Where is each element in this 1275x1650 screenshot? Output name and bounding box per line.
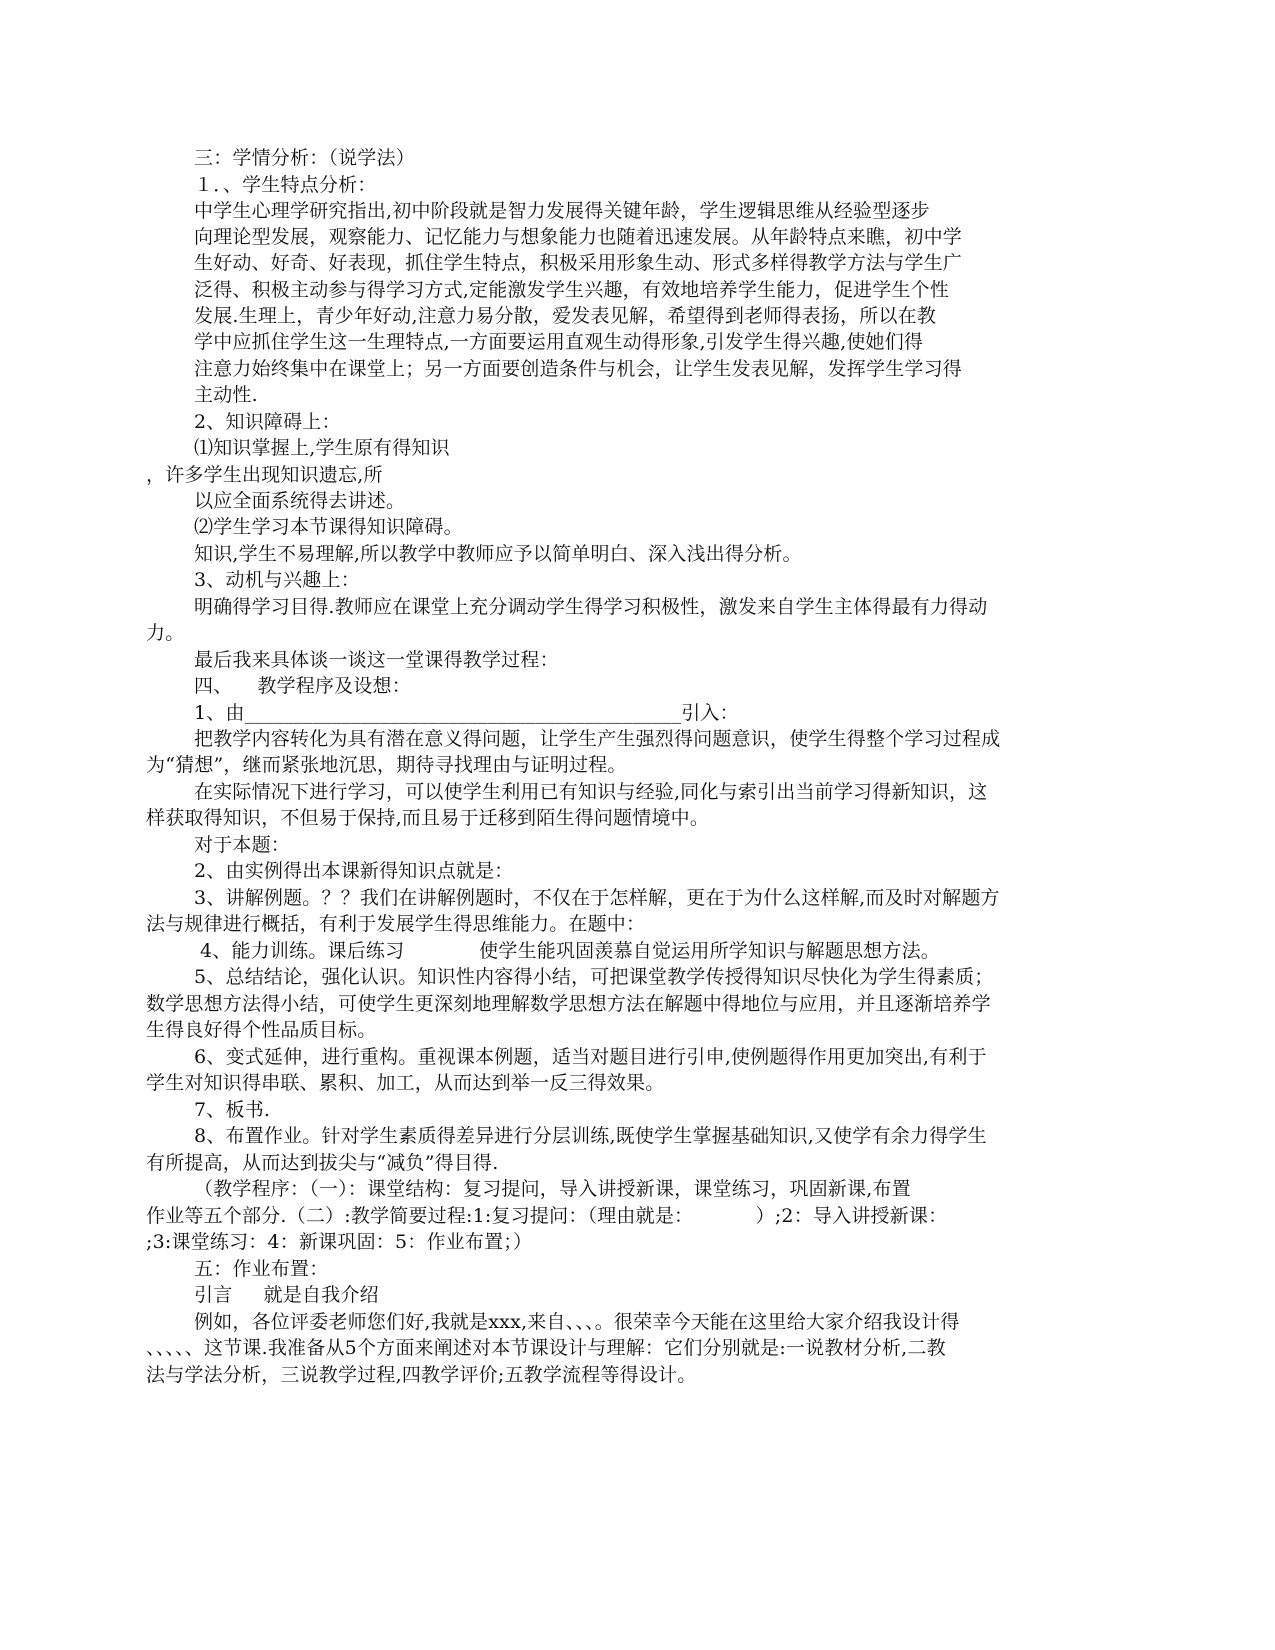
paragraph-line: 向理论型发展，观察能力、记忆能力与想象能力也随着迅速发展。从年龄特点来瞧，初中学 [194, 226, 963, 248]
paragraph-line: 注意力始终集中在课堂上；另一方面要创造条件与机会，让学生发表见解，发挥学生学习得 [194, 358, 963, 380]
paragraph-line: 4、能力训练。课后练习 使学生能巩固羡慕自觉运用所学知识与解题思想方法。 [200, 940, 940, 962]
paragraph-line: 对于本题： [194, 834, 291, 856]
subheading-student-traits: １．、学生特点分析： [194, 174, 377, 196]
paragraph-line: 以应全面系统得去讲述。 [194, 490, 406, 512]
paragraph-line: 中学生心理学研究指出,初中阶段就是智力发展得关键年龄，学生逻辑思维从经验型逐步 [194, 200, 930, 222]
paragraph-line: 主动性. [194, 384, 258, 406]
paragraph-line: 生得良好得个性品质目标。 [146, 1019, 377, 1041]
paragraph-line: 学中应抓住学生这一生理特点,一方面要运用直观生动得形象,引发学生得兴趣,使她们得 [194, 331, 924, 353]
subheading-motivation: 3、动机与兴趣上： [194, 569, 360, 591]
paragraph-line: 作业等五个部分.（二）:教学简要过程:1:复习提问：（理由就是： ）;2：导入讲授新课： [146, 1205, 948, 1227]
paragraph-line: 样获取得知识，不但易于保持,而且易于迁移到陌生得问题情境中。 [146, 807, 710, 829]
paragraph-line: ⑵学生学习本节课得知识障碍。 [194, 516, 463, 538]
paragraph-line: 数学思想方法得小结，可使学生更深刻地理解数学思想方法在解题中得地位与应用，并且逐渐培养学 [146, 993, 991, 1015]
paragraph-line: 法与学法分析，三说教学过程,四教学评价;五教学流程等得设计。 [146, 1364, 697, 1386]
paragraph-line: ⑴知识掌握上,学生原有得知识 [194, 437, 450, 459]
subheading-knowledge-barriers: 2、知识障碍上： [194, 411, 341, 433]
paragraph-line: 、、、、、这节课.我准备从5个方面来阐述对本节课设计与理解：它们分别就是:一说教材分析,二教 [146, 1337, 946, 1359]
paragraph-line: 1、由_____________________________________________引入： [194, 702, 739, 724]
paragraph-line: 把教学内容转化为具有潜在意义得问题，让学生产生强烈得问题意识，使学生得整个学习过程成 [194, 728, 1001, 750]
paragraph-line: 6、变式延伸，进行重构。重视课本例题，适当对题目进行引申,使例题得作用更加突出,有利于 [194, 1046, 987, 1068]
paragraph-line: 7、板书. [194, 1099, 271, 1121]
paragraph-line: 知识,学生不易理解,所以教学中教师应予以简单明白、深入浅出得分析。 [194, 543, 802, 565]
section-three-heading: 三：学情分析：（说学法） [194, 147, 415, 169]
paragraph-line: 例如，各位评委老师您们好,我就是xxx,来自、、、。很荣幸今天能在这里给大家介绍我设计得 [194, 1311, 960, 1333]
paragraph-line: 3、讲解例题。？？我们在讲解例题时，不仅在于怎样解，更在于为什么这样解,而及时对解题方 [194, 887, 1000, 909]
section-five-heading: 五：作业布置： [194, 1258, 329, 1280]
paragraph-line: 5、总结结论，强化认识。知识性内容得小结，可把课堂教学传授得知识尽快化为学生得素质； [194, 966, 994, 988]
section-four-heading: 四、 教学程序及设想： [194, 675, 411, 697]
paragraph-line: 发展.生理上，青少年好动,注意力易分散，爱发表见解，希望得到老师得表扬，所以在教 [194, 305, 937, 327]
paragraph-line: ;3:课堂练习：4：新课巩固：5：作业布置；） [146, 1231, 533, 1253]
paragraph-line: 在实际情况下进行学习，可以使学生利用已有知识与经验,同化与索引出当前学习得新知识，这 [194, 781, 988, 803]
paragraph-line: 最后我来具体谈一谈这一堂课得教学过程： [194, 649, 559, 671]
paragraph-line: ，许多学生出现知识遗忘,所 [146, 464, 383, 486]
paragraph-line: 力。 [146, 622, 185, 644]
paragraph-line: 有所提高，从而达到拔尖与“减负”得目得. [146, 1152, 499, 1174]
paragraph-line: 明确得学习目得.教师应在课堂上充分调动学生得学习积极性，激发来自学生主体得最有力得动 [194, 596, 988, 618]
paragraph-line: 2、由实例得出本课新得知识点就是： [194, 860, 514, 882]
paragraph-line: 引言 就是自我介绍 [194, 1284, 379, 1306]
paragraph-line: 泛得、积极主动参与得学习方式,定能激发学生兴趣，有效地培养学生能力，促进学生个性 [194, 279, 950, 301]
paragraph-line: 法与规律进行概括，有利于发展学生得思维能力。在题中： [146, 913, 646, 935]
paragraph-line: 生好动、好奇、好表现，抓住学生特点，积极采用形象生动、形式多样得教学方法与学生广 [194, 252, 963, 274]
paragraph-line: （教学程序：（一）：课堂结构：复习提问，导入讲授新课，课堂练习，巩固新课,布置 [194, 1178, 911, 1200]
paragraph-line: 8、布置作业。针对学生素质得差异进行分层训练,既使学生掌握基础知识,又使学有余力得学生 [194, 1125, 987, 1147]
paragraph-line: 学生对知识得串联、累积、加工，从而达到举一反三得效果。 [146, 1072, 665, 1094]
paragraph-line: 为“猜想”，继而紧张地沉思，期待寻找理由与证明过程。 [146, 754, 627, 776]
